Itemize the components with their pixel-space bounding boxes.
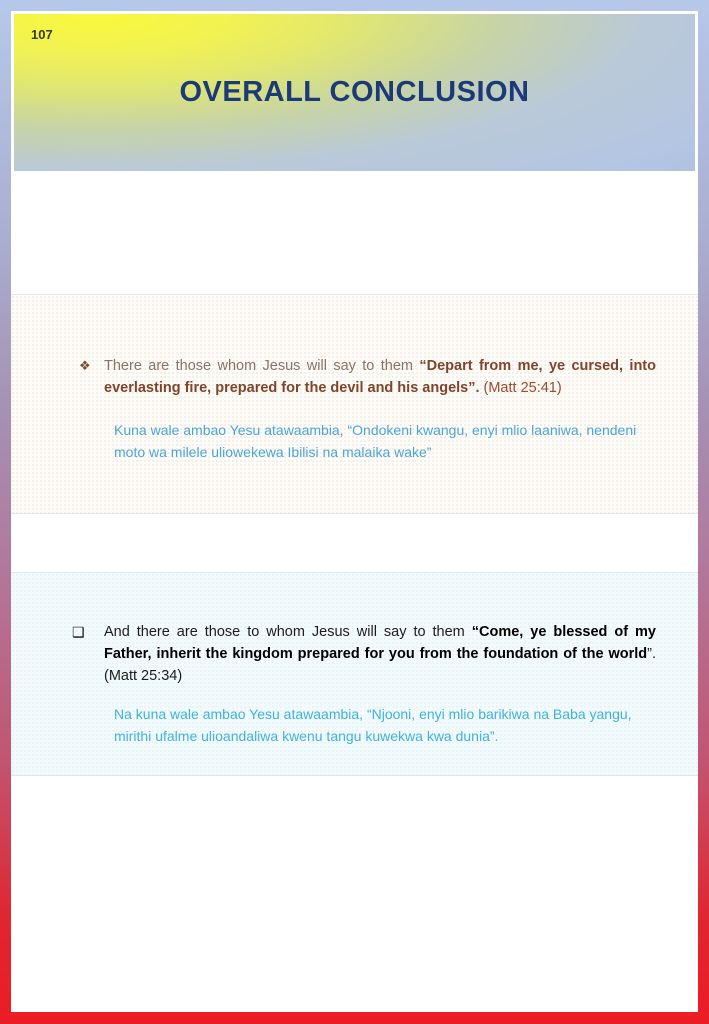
bullet-paragraph xyxy=(72,621,698,687)
english-statement xyxy=(104,355,656,399)
slide-header xyxy=(14,14,695,171)
swahili-translation: Kuna wale ambao Yesu atawaambia, “Ondokeni kwangu, enyi mlio laaniwa, nendeni moto wa milele uliowekewa Ibilisi na malaika wake” xyxy=(114,422,637,460)
statement-quote: “Come, ye blessed of my Father, inherit the kingdom prepared for you from the foundation of the world xyxy=(104,624,656,662)
scripture-reference: (Matt 25:41) xyxy=(479,380,562,396)
square-bullet-icon: ❑ xyxy=(72,624,85,640)
statement-quote: “Depart from me, ye cursed, into everlasting fire, prepared for the devil and his angels”. xyxy=(104,358,656,396)
conclusion-block-cursed xyxy=(11,294,698,514)
statement-lead: And there are those to whom Jesus will say to them xyxy=(104,624,472,640)
english-statement xyxy=(104,621,656,687)
conclusion-block-blessed xyxy=(11,572,698,776)
statement-lead: There are those whom Jesus will say to them xyxy=(104,358,420,374)
slide-content-area xyxy=(11,11,698,1012)
scripture-reference: ”. (Matt 25:34) xyxy=(104,646,656,684)
bullet-paragraph xyxy=(79,355,698,399)
slide-title: OVERALL CONCLUSION xyxy=(179,76,530,108)
swahili-translation: Na kuna wale ambao Yesu atawaambia, “Njooni, enyi mlio barikiwa na Baba yangu, mirithi ufalme ulioandaliwa kwenu tangu kuwekwa kwa dunia”. xyxy=(114,706,632,744)
diamond-bullet-icon: ❖ xyxy=(79,358,91,373)
page-number: 107 xyxy=(31,27,53,42)
